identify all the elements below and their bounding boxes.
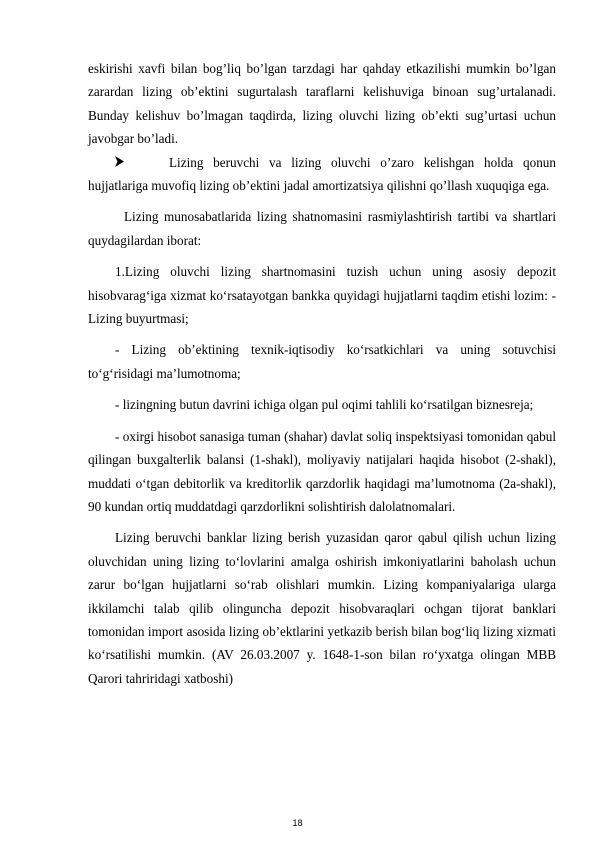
paragraph-6: - lizingning butun davrini ichiga olgan pul oqimi tahlili ko‘rsatilgan biznesreja; [115,397,534,413]
document-body [88,57,556,690]
paragraph-1: eskirishi xavfi bilan bog’liq bo’lgan tarzdagi har qahday etkazilishi mumkin bo’lgan zarardan lizing ob’ektini sugurtalash taraflarni kelishuviga binoan sug’urtalanadi. Bunday kelishuv bo’lmagan taqdirda, lizing oluvchi lizing ob’ekti sug’urtasi uchun javobgar bo’ladi. [88,61,556,147]
paragraph-7: - oxirgi hisobot sanasiga tuman (shahar) davlat soliq inspektsiyasi tomonidan qabul qilingan buxgalterlik balansi (1-shakl), moliyaviy natijalari haqida hisobot (2-shakl), muddati o‘tgan debitorlik va kreditorlik qarzdorlik haqidagi ma’lumotnoma (2a-shakl), 90 kundan ortiq muddatdagi qarzdorlikni solishtirish dalolatnomalari. [88,428,556,514]
arrow-bullet-icon [115,151,169,174]
paragraph-4: 1.Lizing oluvchi lizing shartnomasini tuzish uchun uning asosiy depozit hisobvarag‘iga xizmat ko‘rsatayotgan bankka quyidagi hujjatlarni taqdim etishi lozim: - Lizing buyurtmasi; [88,264,556,327]
paragraph-2-bullet [88,151,556,198]
paragraph-5: - Lizing ob’ektining texnik-iqtisodiy ko‘rsatkichlari va uning sotuvchisi to‘g‘risidagi ma’lumotnoma; [88,342,556,381]
paragraph-2-text: Lizing beruvchi va lizing oluvchi o’zaro kelishgan holda qonun hujjatlariga muvofiq lizing ob’ektini jadal amortizatsiya qilishni qo’llash xuquqiga ega. [88,154,556,194]
page-number: 18 [292,818,303,828]
paragraph-8: Lizing beruvchi banklar lizing berish yuzasidan qaror qabul qilish uchun lizing oluvchidan uning lizing to‘lovlarini amalga oshirish imkoniyatlarini baholash uchun zarur bo‘lgan hujjatlarni so‘rab olishlari mumkin. Lizing kompaniyalariga ularga ikkilamchi talab qilib olinguncha depozit hisobvaraqlari ochgan tijorat banklari tomonidan import asosida lizing ob’ektlarini yetkazib berish bilan bog‘liq lizing xizmati ko‘rsatilishi mumkin. (AV 26.03.2007 y. 1648-1-son bilan ro‘yxatga olingan MBB Qarori tahriridagi xatboshi) [88,530,556,686]
paragraph-3: Lizing munosabatlarida lizing shatnomasini rasmiylashtirish tartibi va shartlari quydagilardan iborat: [88,209,556,248]
